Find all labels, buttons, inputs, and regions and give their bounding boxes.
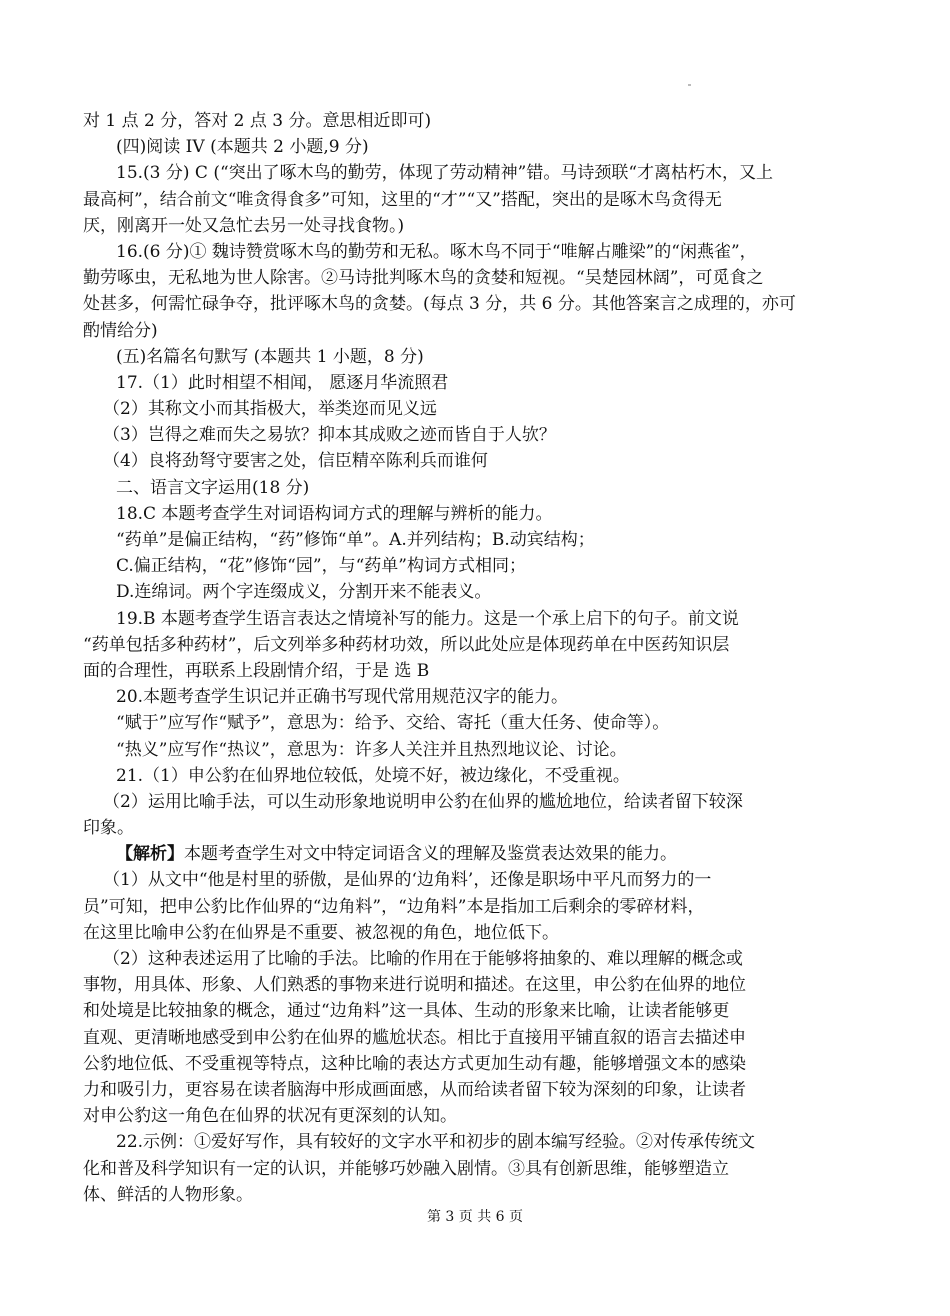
text-line: 对申公豹这一角色在仙界的状况有更深刻的认知。 xyxy=(83,1106,457,1127)
answer-text-body xyxy=(83,108,873,1208)
analysis-text: 本题考查学生对文中特定词语含义的理解及鉴赏表达效果的能力。 xyxy=(184,844,677,865)
text-line: 二、语言文字运用(18 分) xyxy=(116,477,310,498)
text-line: 事物，用具体、形象、人们熟悉的事物来进行说明和描述。在这里，申公豹在仙界的地位 xyxy=(83,975,746,996)
text-line xyxy=(83,841,873,867)
analysis-label: 【解析】 xyxy=(116,844,184,865)
text-line: 对 1 点 2 分，答对 2 点 3 分。意思相近即可) xyxy=(83,111,432,131)
text-line: 17.（1）此时相望不相闻， 愿逐月华流照君 xyxy=(116,372,449,393)
text-line: “赋于”应写作“赋予”，意思为：给予、交给、寄托（重大任务、使命等）。 xyxy=(116,713,670,734)
text-line: 16.(6 分)① 魏诗赞赏啄木鸟的勤劳和无私。啄木鸟不同于“唯解占雕梁”的“闲燕雀”， xyxy=(116,241,757,262)
text-line: （2）其称文小而其指极大，举类迩而见义远 xyxy=(103,399,437,420)
text-line: 直观、更清晰地感受到申公豹在仙界的尴尬状态。相比于直接用平铺直叙的语言去描述申 xyxy=(83,1027,746,1048)
text-line: 厌，刚离开一处又急忙去另一处寻找食物。) xyxy=(83,215,405,236)
text-line: “药单”是偏正结构，“药”修饰“单”。A.并列结构；B.动宾结构； xyxy=(116,530,595,550)
text-line: “热义”应写作“热议”，意思为：许多人关注并且热烈地议论、讨论。 xyxy=(116,739,627,760)
text-line: 处甚多，何需忙碌争夺，批评啄木鸟的贪婪。(每点 3 分，共 6 分。其他答案言之成理的，亦可 xyxy=(83,294,796,315)
scan-mark xyxy=(688,84,691,86)
text-line: 21.（1）申公豹在仙界地位较低，处境不好，被边缘化，不受重视。 xyxy=(116,765,630,786)
text-line: 印象。 xyxy=(83,818,134,839)
text-line: 公豹地位低、不受重视等特点，这种比喻的表达方式更加生动有趣，能够增强文本的感染 xyxy=(83,1053,746,1074)
text-line: 15.(3 分) C (“突出了啄木鸟的勤劳，体现了劳动精神”错。马诗颈联“才离枯朽木，又上 xyxy=(116,163,774,184)
text-line: 酌情给分) xyxy=(83,320,158,341)
text-line: （2）这种表述运用了比喻的手法。比喻的作用在于能够将抽象的、难以理解的概念或 xyxy=(103,949,743,969)
text-line: “药单包括多种药材”，后文列举多种药材功效，所以此处应是体现药单在中医药知识层 xyxy=(83,634,730,655)
text-line: 体、鲜活的人物形象。 xyxy=(83,1184,253,1205)
text-line: （2）运用比喻手法，可以生动形象地说明申公豹在仙界的尴尬地位，给读者留下较深 xyxy=(103,791,743,812)
text-line: (五)名篇名句默写 (本题共 1 小题，8 分) xyxy=(116,346,424,367)
text-line: 员”可知，把申公豹比作仙界的“边角料”，“边角料”本是指加工后剩余的零碎材料， xyxy=(83,896,705,917)
text-line: 19.B 本题考查学生语言表达之情境补写的能力。这是一个承上启下的句子。前文说 xyxy=(116,608,739,629)
text-line: （4）良将劲弩守要害之处，信臣精卒陈利兵而谁何 xyxy=(103,451,488,472)
page-footer: 第 3 页 共 6 页 xyxy=(426,1209,524,1225)
text-line: (四)阅读 IV (本题共 2 小题,9 分) xyxy=(116,137,369,158)
text-line: 18.C 本题考查学生对词语构词方式的理解与辨析的能力。 xyxy=(116,503,553,524)
text-line: D.连绵词。两个字连缀成义，分割开来不能表义。 xyxy=(116,582,492,603)
text-line: 最高柯”，结合前文“唯贪得食多”可知，这里的“才”“又”搭配，突出的是啄木鸟贪得无 xyxy=(83,189,722,210)
text-line: 在这里比喻申公豹在仙界是不重要、被忽视的角色，地位低下。 xyxy=(83,922,559,943)
text-line: 面的合理性，再联系上段剧情介绍，于是 选 B xyxy=(83,660,430,681)
text-line: 力和吸引力，更容易在读者脑海中形成画面感，从而给读者留下较为深刻的印象，让读者 xyxy=(83,1079,746,1100)
text-line: 和处境是比较抽象的概念，通过“边角料”这一具体、生动的形象来比喻，让读者能够更 xyxy=(83,1001,730,1022)
text-line: 勤劳啄虫，无私地为世人除害。②马诗批判啄木鸟的贪婪和短视。“吴楚园林阔”，可觅食之 xyxy=(83,268,764,289)
text-line: （1）从文中“他是村里的骄傲，是仙界的‘边角料’，还像是职场中平凡而努力的一 xyxy=(103,870,712,891)
text-line: 化和普及科学知识有一定的认识，并能够巧妙融入剧情。③具有创新思维，能够塑造立 xyxy=(83,1158,729,1179)
text-line: （3）岂得之难而失之易欤？抑本其成败之迹而皆自于人欤？ xyxy=(103,425,556,446)
text-line: C.偏正结构，“花”修饰“园”，与“药单”构词方式相同； xyxy=(116,556,526,577)
text-line: 22.示例：①爱好写作，具有较好的文字水平和初步的剧本编写经验。②对传承传统文 xyxy=(116,1132,756,1153)
text-line: 20.本题考查学生识记并正确书写现代常用规范汉字的能力。 xyxy=(116,687,569,708)
